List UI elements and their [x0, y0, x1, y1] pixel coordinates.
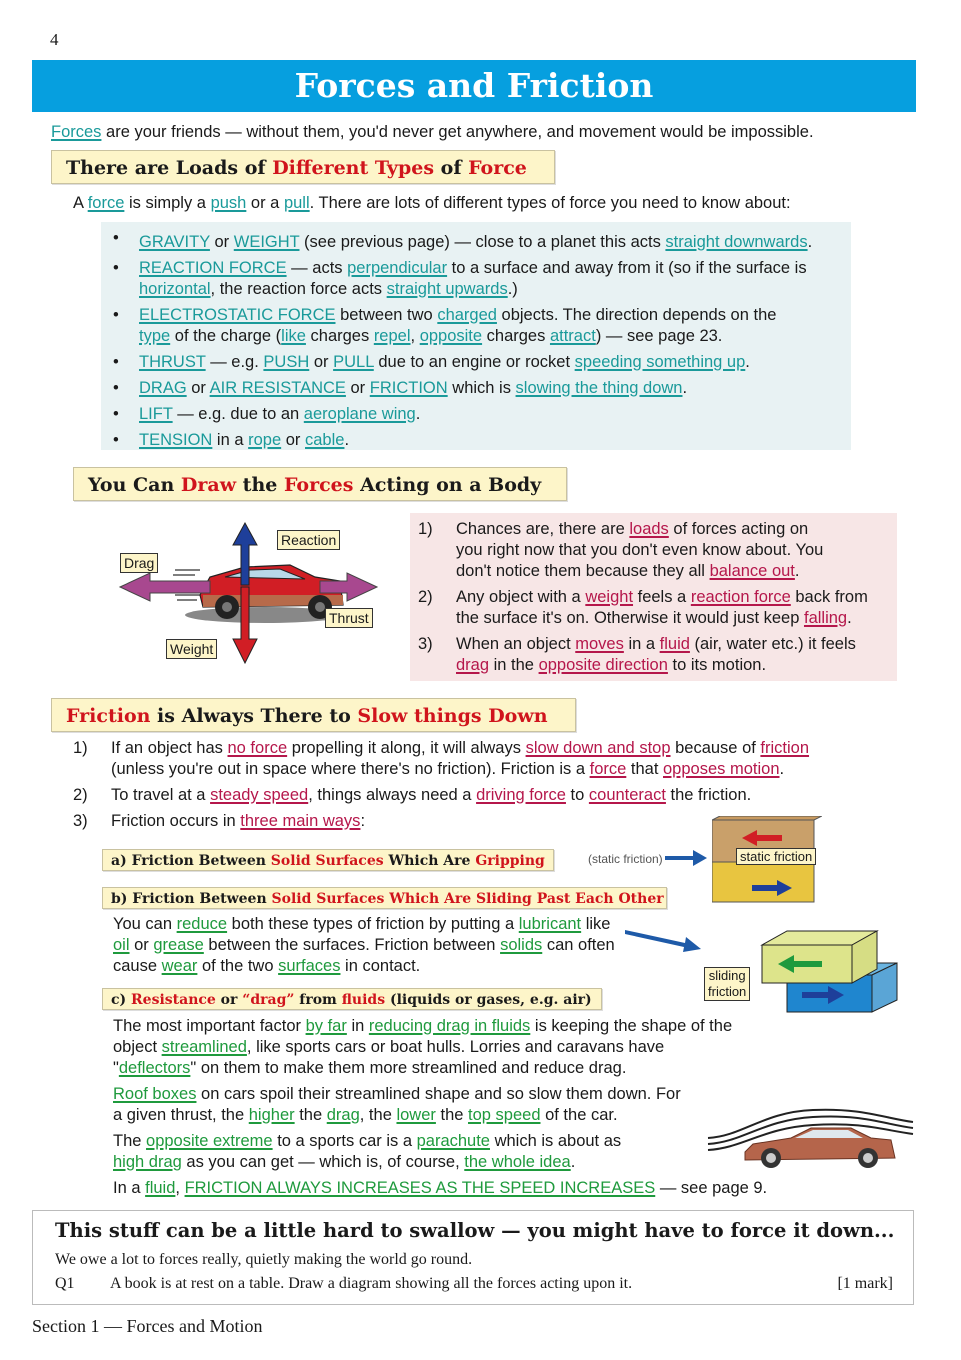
lower-block	[712, 862, 814, 902]
link[interactable]: REACTION FORCE	[139, 259, 287, 277]
link[interactable]: higher	[248, 1106, 295, 1124]
arrow-to-static-icon	[665, 848, 709, 868]
intro-body: are your friends — without them, you'd never get anywhere, and movement would be impossible.	[101, 123, 814, 141]
text: because of	[670, 739, 761, 757]
sub-part: c)	[111, 992, 132, 1008]
text: .	[794, 562, 800, 580]
text: Chances are, there are	[456, 520, 630, 538]
link[interactable]: counteract	[588, 786, 666, 804]
text: " on them to make them more streamlined and reduce drag.	[190, 1059, 627, 1077]
section-footer: Section 1 — Forces and Motion	[32, 1316, 263, 1336]
item-number: 2)	[418, 588, 433, 606]
text: is simply a	[124, 194, 211, 212]
text: .	[344, 431, 350, 449]
sliding-friction-illustration	[702, 925, 902, 1015]
paragraph	[113, 1084, 693, 1126]
link[interactable]: horizontal	[139, 280, 211, 298]
text: charges	[482, 327, 550, 345]
force-types-list	[101, 222, 851, 450]
item-number: 2)	[73, 786, 88, 804]
link[interactable]: fluid	[145, 1179, 176, 1197]
text: that	[626, 760, 663, 778]
sub-part: (liquids or gases, e.g. air)	[385, 992, 592, 1008]
list-item	[139, 305, 799, 347]
page-number: 4	[50, 30, 59, 49]
link[interactable]: friction	[760, 739, 810, 757]
sub-part: Resistance	[131, 992, 216, 1008]
text: .	[745, 353, 750, 371]
hubcap	[766, 1153, 776, 1163]
link[interactable]: like	[281, 327, 306, 345]
text: — see page 9.	[655, 1179, 768, 1197]
list-item	[139, 430, 851, 451]
link[interactable]: straight upwards	[386, 280, 508, 298]
link[interactable]: reduce	[176, 915, 228, 933]
item-number: 3)	[73, 812, 88, 830]
hubcap	[222, 602, 232, 612]
text: .	[570, 1153, 576, 1171]
link[interactable]: repel	[373, 327, 411, 345]
text: feels a	[633, 588, 691, 606]
text: on cars spoil their streamlined shape and so slow them down. For a given thrust, the	[113, 1085, 681, 1124]
text: is keeping the shape of the object	[113, 1017, 733, 1056]
sub-part: from	[294, 992, 342, 1008]
link[interactable]: charged	[437, 306, 497, 324]
static-friction-illustration	[712, 816, 822, 906]
text: the friction.	[665, 786, 752, 804]
text: in contact.	[340, 957, 421, 975]
text: of the charge (	[170, 327, 282, 345]
item-number: 3)	[418, 635, 433, 653]
h2-part: Draw	[180, 474, 237, 496]
text: can often cause	[113, 936, 615, 975]
link[interactable]: AIR RESISTANCE	[209, 379, 346, 397]
streamlined-car-svg	[703, 1100, 923, 1175]
text: You can	[113, 915, 177, 933]
text: .	[807, 233, 813, 251]
link[interactable]: weight	[585, 588, 634, 606]
subheading-sliding	[102, 887, 667, 909]
text: (see previous page) — close to a planet this acts	[299, 233, 666, 251]
link[interactable]: FRICTION ALWAYS INCREASES AS THE SPEED INCREASES	[184, 1179, 656, 1197]
link[interactable]: by far	[305, 1017, 347, 1035]
text: in the	[489, 656, 539, 674]
text: The	[113, 1132, 147, 1150]
sub-part: a) Friction Between	[111, 853, 271, 869]
link[interactable]: wear	[161, 957, 198, 975]
sub-part: “drag”	[242, 992, 295, 1008]
link[interactable]: loads	[629, 520, 669, 538]
text: , the	[359, 1106, 397, 1124]
link[interactable]: solids	[500, 936, 543, 954]
link[interactable]: TENSION	[139, 431, 213, 449]
question-number: Q1	[55, 1275, 75, 1292]
heading-friction	[51, 698, 576, 732]
text: in a	[212, 431, 249, 449]
text: The most important factor	[113, 1017, 306, 1035]
page-title: Forces and Friction	[32, 60, 916, 112]
question-marks: [1 mark]	[837, 1275, 893, 1292]
link[interactable]: PULL	[333, 353, 374, 371]
link[interactable]: no force	[227, 739, 288, 757]
arrow-to-sliding-icon	[625, 925, 705, 955]
text: which is	[447, 379, 516, 397]
h2-part: Acting on a Body	[353, 474, 542, 496]
car-force-diagram	[115, 515, 395, 665]
static-friction-note: (static friction)	[588, 852, 663, 866]
list-item	[73, 738, 863, 780]
text: both these types of friction by putting a	[227, 915, 519, 933]
text: When an object	[456, 635, 576, 653]
text: or	[281, 431, 305, 449]
forces-points-box	[410, 513, 897, 681]
link[interactable]: slowing the thing down	[515, 379, 683, 397]
item-number: 1)	[73, 739, 88, 757]
link[interactable]: opposite	[419, 327, 483, 345]
sub-part: Solid Surfaces	[270, 853, 384, 869]
link[interactable]: oil	[113, 936, 130, 954]
text: .	[847, 609, 852, 627]
list-item	[73, 785, 863, 806]
link[interactable]: FRICTION	[369, 379, 448, 397]
text: charges	[305, 327, 374, 345]
link[interactable]: deflectors	[118, 1059, 191, 1077]
sub-part: Solid Surfaces Which Are Sliding Past Each Other	[271, 891, 664, 907]
text: Friction occurs in	[111, 812, 241, 830]
h1-part: Different Types	[272, 157, 435, 179]
lubricant-text	[113, 914, 623, 977]
text: like	[581, 915, 611, 933]
text: to a sports car is a	[272, 1132, 417, 1150]
text: , the reaction force acts	[210, 280, 387, 298]
link[interactable]: speeding something up	[574, 353, 746, 371]
h2-part: You Can	[88, 474, 181, 496]
h3-part: Friction	[66, 705, 151, 727]
text: .	[779, 760, 785, 778]
label-thrust: Thrust	[325, 608, 373, 628]
link[interactable]: opposite direction	[538, 656, 668, 674]
text: — e.g.	[205, 353, 264, 371]
paragraph	[113, 1016, 743, 1079]
link[interactable]: top speed	[468, 1106, 541, 1124]
link[interactable]: force	[589, 760, 627, 778]
text: or	[345, 379, 370, 397]
link[interactable]: moves	[575, 635, 624, 653]
link-forces[interactable]: Forces	[51, 123, 102, 141]
text: ) — see page 23.	[595, 327, 723, 345]
text: in a	[623, 635, 660, 653]
text: or	[186, 379, 210, 397]
text: back from the surface it's on. Otherwise it would just keep	[456, 588, 868, 627]
text: the	[294, 1106, 327, 1124]
link[interactable]: falling	[803, 609, 848, 627]
heading-types-of-force	[51, 150, 555, 184]
text: of the two	[197, 957, 279, 975]
link[interactable]: reaction force	[690, 588, 791, 606]
link[interactable]: GRAVITY	[139, 233, 210, 251]
text: (air, water etc.) it feels	[689, 635, 856, 653]
link[interactable]: LIFT	[139, 405, 173, 423]
block-top	[712, 816, 822, 820]
link[interactable]: straight downwards	[665, 233, 808, 251]
link[interactable]: attract	[549, 327, 596, 345]
text: or	[129, 936, 154, 954]
link[interactable]: drag	[456, 656, 490, 674]
h1-part: Force	[468, 157, 527, 179]
sub-part: fluids	[341, 992, 386, 1008]
h2-part: the	[236, 474, 284, 496]
text: — acts	[286, 259, 348, 277]
summary-title: This stuff can be a little hard to swallow — you might have to force it down...	[55, 1219, 895, 1242]
text: , like sports cars or boat hulls. Lorries and caravans have "	[113, 1038, 665, 1077]
text: the	[435, 1106, 469, 1124]
heading-draw-forces	[73, 467, 567, 501]
link[interactable]: rope	[248, 431, 282, 449]
text: ,	[175, 1179, 185, 1197]
text: To travel at a	[111, 786, 211, 804]
text: which is about as	[489, 1132, 622, 1150]
sub-part: b) Friction Between	[111, 891, 272, 907]
text: Any object with a	[456, 588, 586, 606]
list-item	[418, 519, 836, 582]
list-item	[139, 378, 851, 399]
label-reaction: Reaction	[277, 530, 340, 550]
link[interactable]: steady speed	[210, 786, 309, 804]
link[interactable]: the whole idea	[464, 1153, 571, 1171]
item-number: 1)	[418, 520, 433, 538]
link[interactable]: THRUST	[139, 353, 206, 371]
text: , things always need a	[308, 786, 477, 804]
link[interactable]: PUSH	[263, 353, 310, 371]
link[interactable]: push	[210, 194, 247, 212]
text: or a	[246, 194, 284, 212]
subheading-fluid-drag	[102, 988, 602, 1010]
link[interactable]: high drag	[113, 1153, 182, 1171]
link[interactable]: aeroplane wing	[303, 405, 416, 423]
text: objects. The direction depends on the	[496, 306, 777, 324]
link[interactable]: surfaces	[278, 957, 341, 975]
car-forces-illustration	[115, 515, 395, 665]
text: or	[209, 233, 234, 251]
hubcap	[863, 1153, 873, 1163]
h3-part: is Always There to	[150, 705, 358, 727]
h2-part: Forces	[283, 474, 354, 496]
link[interactable]: type	[139, 327, 171, 345]
link[interactable]: Roof boxes	[113, 1085, 197, 1103]
list-item	[139, 228, 851, 253]
label-line: sliding	[708, 968, 746, 983]
label-drag: Drag	[120, 553, 158, 573]
link[interactable]: grease	[153, 936, 204, 954]
link[interactable]: three main ways	[240, 812, 361, 830]
label-weight: Weight	[166, 639, 217, 659]
streamlined-car-illustration	[703, 1100, 923, 1175]
text: .	[415, 405, 421, 423]
text: ,	[410, 327, 420, 345]
link[interactable]: reducing drag in fluids	[368, 1017, 531, 1035]
text: (unless you're out in space where there's no friction). Friction is a	[111, 760, 590, 778]
text: A	[73, 194, 88, 212]
label-static-friction: static friction	[736, 848, 816, 865]
drag-arrow	[120, 573, 210, 601]
link[interactable]: streamlined	[161, 1038, 247, 1056]
link[interactable]: slow down and stop	[525, 739, 671, 757]
link[interactable]: perpendicular	[347, 259, 448, 277]
link[interactable]: fluid	[659, 635, 690, 653]
list-item	[139, 258, 819, 300]
list-item	[418, 634, 887, 676]
intro-text	[51, 122, 814, 143]
h3-part: Slow things Down	[357, 705, 548, 727]
text: as you can get — which is, of course,	[181, 1153, 465, 1171]
list-item	[139, 404, 851, 425]
paragraph	[113, 1178, 813, 1199]
list-item	[418, 587, 887, 629]
link[interactable]: driving force	[476, 786, 566, 804]
question-row	[55, 1275, 893, 1293]
link[interactable]: ELECTROSTATIC FORCE	[139, 306, 336, 324]
link[interactable]: DRAG	[139, 379, 187, 397]
text: propelling it along, it will always	[287, 739, 526, 757]
link[interactable]: lubricant	[518, 915, 582, 933]
text: between two	[335, 306, 438, 324]
text: in	[346, 1017, 369, 1035]
text: of forces acting on you right now that you don't even know about. You don't notice them because they all	[456, 520, 824, 580]
h1-part: There are Loads of	[66, 157, 273, 179]
link[interactable]: opposite extreme	[146, 1132, 273, 1150]
hubcap	[315, 602, 325, 612]
summary-subtitle: We owe a lot to forces really, quietly making the world go round.	[55, 1251, 473, 1268]
text: to a surface and away from it (so if the surface is	[447, 259, 807, 277]
link[interactable]: pull	[283, 194, 310, 212]
text: to	[565, 786, 589, 804]
sub-part: Gripping	[475, 853, 545, 869]
link[interactable]: WEIGHT	[233, 233, 300, 251]
lead-text	[73, 193, 791, 214]
link[interactable]: force	[87, 194, 125, 212]
text: between the surfaces. Friction between	[203, 936, 501, 954]
list-item	[139, 352, 851, 373]
text: .	[682, 379, 688, 397]
question-text: A book is at rest on a table. Draw a diagram showing all the forces acting upon it.	[110, 1275, 633, 1292]
text: In a	[113, 1179, 146, 1197]
text: .)	[507, 280, 518, 298]
text: :	[360, 812, 366, 830]
link[interactable]: balance out	[709, 562, 795, 580]
link[interactable]: lower	[396, 1106, 436, 1124]
link[interactable]: drag	[326, 1106, 360, 1124]
text: to its motion.	[667, 656, 767, 674]
text: or	[309, 353, 334, 371]
sub-part: Which Are	[383, 853, 476, 869]
summary-box	[32, 1210, 914, 1305]
fluid-drag-text	[113, 1016, 768, 1199]
text: . There are lots of different types of force you need to know about:	[309, 194, 791, 212]
paragraph	[113, 1131, 633, 1173]
text: due to an engine or rocket	[373, 353, 575, 371]
text: If an object has	[111, 739, 228, 757]
h1-part: of	[434, 157, 469, 179]
text: of the car.	[540, 1106, 618, 1124]
link[interactable]: parachute	[416, 1132, 490, 1150]
link[interactable]: cable	[305, 431, 345, 449]
link[interactable]: opposes motion	[663, 760, 780, 778]
sub-part: or	[215, 992, 243, 1008]
subheading-gripping	[102, 849, 554, 871]
label-line: friction	[708, 984, 747, 999]
text: — e.g. due to an	[172, 405, 304, 423]
label-sliding-friction	[704, 967, 750, 1001]
